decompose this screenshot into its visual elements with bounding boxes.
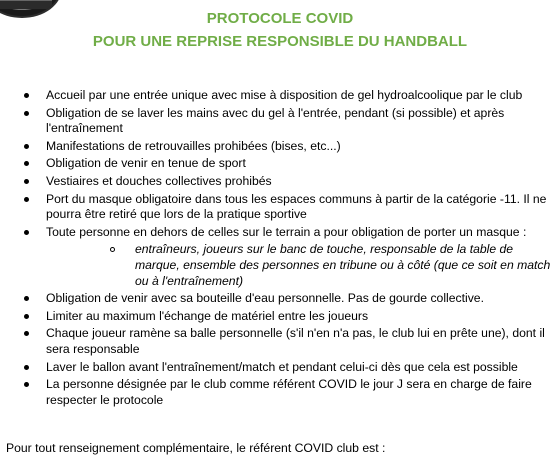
- rule-item: Obligation de venir avec sa bouteille d'eau personnelle. Pas de gourde collective.: [0, 291, 555, 307]
- rule-item: Port du masque obligatoire dans tous les espaces communs à partir de la catégorie -11. Il ne pourra être retiré que lors de la pratique sportive: [0, 192, 555, 223]
- title-line-1: PROTOCOLE COVID: [206, 10, 354, 27]
- title-line-2: POUR UNE REPRISE RESPONSIBLE DU HANDBALL: [92, 33, 468, 50]
- rule-item: Obligation de se laver les mains avec du gel à l'entrée, pendant (si possible) et après l'entraînement: [0, 106, 555, 137]
- bullet-icon: [24, 296, 29, 301]
- rule-item: Obligation de venir en tenue de sport: [0, 156, 555, 172]
- rule-item: Toute personne en dehors de celles sur le terrain a pour obligation de porter un masque : entraîneurs, joueurs sur le banc de touche, responsable de la table de marque, ensemble des personnes en tribune ou à côté (que ce soit en match ou à l'entraînement): [0, 225, 555, 289]
- bullet-icon: [24, 93, 29, 98]
- circle-bullet-icon: [110, 247, 115, 252]
- sub-rule-item: entraîneurs, joueurs sur le banc de touche, responsable de la table de marque, ensemble des personnes en tribune ou à côté (que ce soit en match ou à l'entraînement): [46, 242, 555, 289]
- rule-item: Laver le ballon avant l'entraînement/match et pendant celui-ci dès que cela est possible: [0, 360, 555, 376]
- bullet-icon: [24, 197, 29, 202]
- bullet-icon: [24, 331, 29, 336]
- rule-item: Vestiaires et douches collectives prohibés: [0, 174, 555, 190]
- bullet-icon: [24, 382, 29, 387]
- rule-item: Limiter au maximum l'échange de matériel entre les joueurs: [0, 309, 555, 325]
- bullet-icon: [24, 144, 29, 149]
- footer-text: Pour tout renseignement complémentaire, le référent COVID club est :: [6, 441, 386, 455]
- rule-item: Chaque joueur ramène sa balle personnelle (s'il n'en n'a pas, le club lui en prête une), dont il sera responsable: [0, 326, 555, 357]
- bullet-icon: [24, 161, 29, 166]
- rules-list: [0, 88, 555, 410]
- bullet-icon: [24, 111, 29, 116]
- bullet-icon: [24, 314, 29, 319]
- bullet-icon: [24, 230, 29, 235]
- rule-item: Manifestations de retrouvailles prohibées (bises, etc...): [0, 139, 555, 155]
- bullet-icon: [24, 365, 29, 370]
- rule-item: Accueil par une entrée unique avec mise à disposition de gel hydroalcoolique par le club: [0, 88, 555, 104]
- bullet-icon: [24, 179, 29, 184]
- rule-item: La personne désignée par le club comme référent COVID le jour J sera en charge de faire respecter le protocole: [0, 377, 555, 408]
